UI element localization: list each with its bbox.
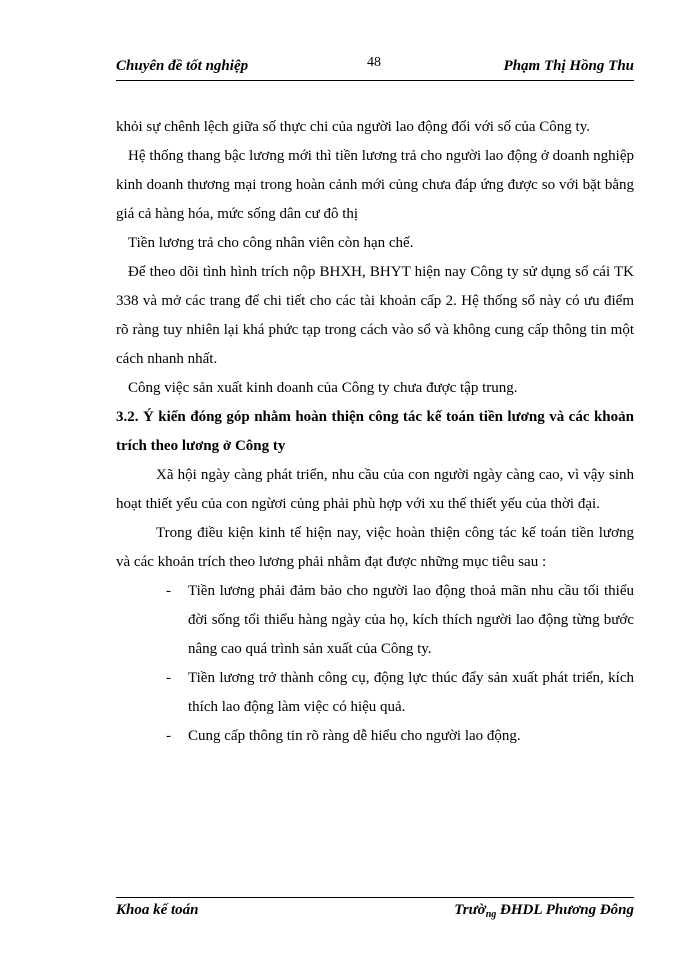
footer-university-part1: Trườ bbox=[454, 902, 486, 918]
bullet-dash: - bbox=[166, 670, 171, 686]
paragraph-5: Công việc sản xuất kinh doanh của Công ty chưa được tập trung. bbox=[128, 380, 518, 396]
objectives-list bbox=[116, 577, 634, 751]
page-body bbox=[116, 113, 634, 751]
footer-university-subscript: ng bbox=[485, 909, 497, 920]
list-item bbox=[116, 577, 634, 664]
page-number: 48 bbox=[367, 55, 381, 70]
list-item bbox=[116, 722, 634, 751]
bullet-dash: - bbox=[166, 583, 171, 599]
paragraph-6: Xã hội ngày càng phát triển, nhu cầu của con người ngày càng cao, vì vậy sinh hoạt thiết yếu của con ngừơi củng phải phù hợp với xu thế thiết yếu của thời đại. bbox=[116, 467, 634, 512]
bullet-dash: - bbox=[166, 728, 171, 744]
paragraph-2: Hệ thống thang bậc lương mới thì tiền lương trả cho người lao động ở doanh nghiệp kinh doanh thương mại trong hoàn cảnh mới củng chưa đáp ứng được so với bặt bằng giá cả hàng hóa, mức sống dân cư đô thị bbox=[116, 148, 634, 222]
paragraph-7: Trong điều kiện kinh tế hiện nay, việc hoàn thiện công tác kế toán tiền lương và các khoản trích theo lương phải nhằm đạt được những mục tiêu sau : bbox=[116, 525, 634, 570]
list-item bbox=[116, 664, 634, 722]
list-item-text: Tiền lương phải đảm bảo cho người lao động thoả mãn nhu cầu tối thiểu đời sống tối thiểu hàng ngày của họ, kích thích người lao động từng bước nâng cao quá trình sản xuất của Công ty. bbox=[188, 583, 634, 657]
footer-university-part2: ĐHDL Phương Đông bbox=[496, 902, 634, 918]
footer-department: Khoa kế toán bbox=[116, 902, 199, 918]
paragraph-4: Để theo dõi tình hình trích nộp BHXH, BHYT hiện nay Công ty sử dụng sổ cái TK 338 và mở các trang để chi tiết cho các tài khoản cấp 2. Hệ thống sổ này có ưu điểm rõ ràng tuy nhiên lại khá phức tạp trong cách vào sổ và không cung cấp thông tin một cách nhanh nhất. bbox=[116, 264, 634, 367]
paragraph-3: Tiền lương trả cho công nhân viên còn hạn chế. bbox=[128, 235, 414, 251]
header-divider bbox=[116, 80, 634, 81]
page-header bbox=[116, 55, 634, 80]
list-item-text: Tiền lương trở thành công cụ, động lực thúc đẩy sản xuất phát triển, kích thích lao động làm việc có hiệu quả. bbox=[188, 670, 634, 715]
footer-divider bbox=[116, 897, 634, 898]
section-heading: 3.2. Ý kiến đóng góp nhằm hoàn thiện công tác kế toán tiền lương và các khoản trích theo lương ở Công ty bbox=[116, 409, 634, 454]
header-title: Chuyên đề tốt nghiệp bbox=[116, 58, 249, 74]
list-item-text: Cung cấp thông tin rõ ràng dễ hiểu cho người lao động. bbox=[188, 728, 521, 744]
header-author: Phạm Thị Hồng Thu bbox=[503, 58, 634, 74]
paragraph-1: khỏi sự chênh lệch giữa số thực chi của người lao động đối với số của Công ty. bbox=[116, 119, 590, 135]
footer-university bbox=[454, 902, 634, 920]
page-footer bbox=[116, 902, 634, 924]
